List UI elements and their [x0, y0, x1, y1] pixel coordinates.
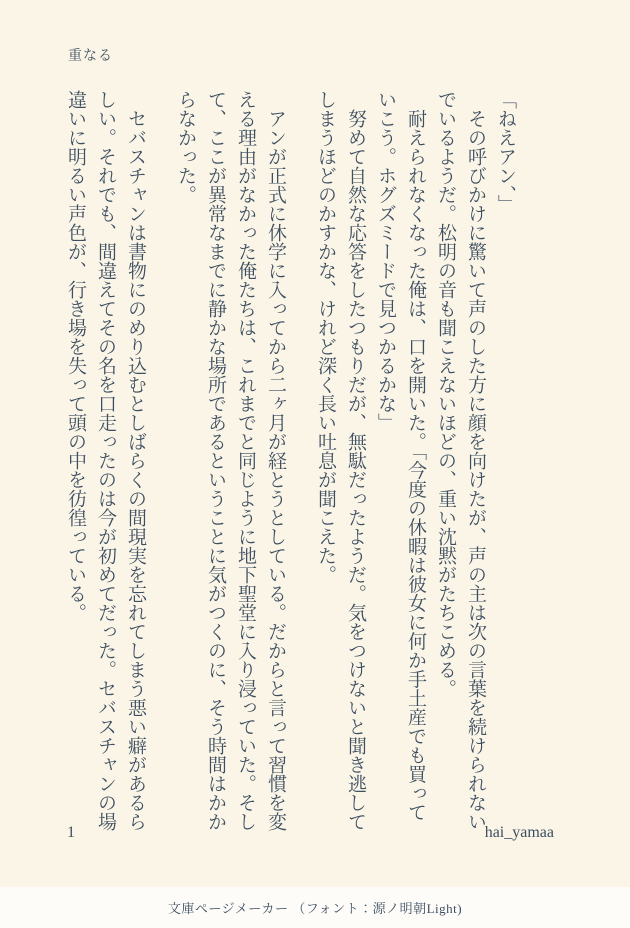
paragraph-group — [310, 90, 520, 835]
paragraph-group — [60, 90, 150, 835]
page-number: 1 — [67, 824, 75, 841]
paragraph: その呼びかけに驚いて声のした方に顔を向けたが、声の主は次の言葉を続けられないでいるようだ。松明の音も聞こえないほどの、重い沈黙がたちこめる。 — [435, 90, 486, 831]
paragraph: 努めて自然な応答をしたつもりだが、無駄だったようだ。気をつけないと聞き逃してしまうほどのかすかな、けれど深く長い吐息が聞こえた。 — [315, 90, 366, 831]
generator-credit-bar — [0, 887, 630, 928]
paragraph-group — [170, 90, 290, 835]
paragraph: セバスチャンは書物にのめり込むとしばらくの間現実を忘れてしまう悪い癖があるらしい。それでも、間違えてその名を口走ったのは今が初めてだった。セバスチャンの場違いに明るい声色が、行き場を失って頭の中を彷徨っている。 — [65, 90, 146, 831]
paragraph: 「ねえアン、」 — [495, 90, 516, 214]
generator-credit-text: 文庫ページメーカー （フォント：源ノ明朝Light) — [167, 901, 463, 916]
story-title: 重なる — [68, 49, 113, 64]
paragraph: 耐えられなくなった俺は、口を開いた。「今度の休暇は彼女に何か手土産でも買っていこう。ホグズミードで見つかるかな」 — [375, 90, 426, 822]
vertical-body-text — [60, 90, 520, 835]
author-name: hai_yamaa — [484, 824, 554, 841]
paragraph: アンが正式に休学に入ってから二ヶ月が経とうとしている。だからと言って習慣を変える理由がなかった俺たちは、これまでと同じように地下聖堂に入り浸っていた。そして、ここが異常なまでに静かな場所であるということに気がつくのに、そう時間はかからなかった。 — [175, 90, 286, 831]
